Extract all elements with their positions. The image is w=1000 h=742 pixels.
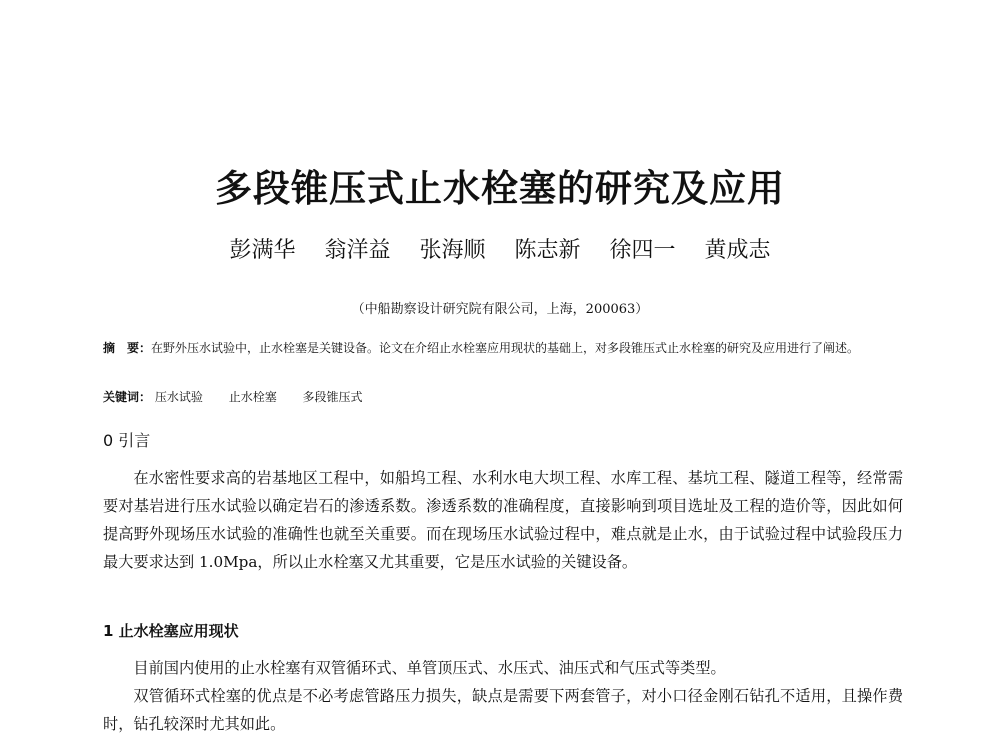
paragraph: 双管循环式栓塞的优点是不必考虑管路压力损失，缺点是需要下两套管子，对小口径金刚石钻孔不适用，且操作费时，钻孔较深时尤其如此。 [103, 687, 903, 733]
keyword: 压水试验 [154, 390, 203, 404]
paragraph: 在水密性要求高的岩基地区工程中，如船坞工程、水利水电大坝工程、水库工程、基坑工程、隧道工程等，经常需要对基岩进行压水试验以确定岩石的渗透系数。渗透系数的准确程度，直接影响到项目选址及工程的造价等，因此如何提高野外现场压水试验的准确性也就至关重要。而在现场压水试验过程中，难点就是止水，由于试验过程中试验段压力最大要求达到 1.0Mpa，所以止水栓塞又尤其重要，它是压水试验的关键设备。 [103, 469, 903, 571]
author-name: 陈志新 [514, 238, 581, 263]
abstract-label: 摘 要： [103, 341, 152, 355]
author-name: 黄成志 [704, 238, 771, 263]
author-list [0, 233, 1000, 264]
section-heading-status: 1 止水栓塞应用现状 [103, 622, 239, 640]
author-name: 彭满华 [229, 238, 296, 263]
paragraph: 目前国内使用的止水栓塞有双管循环式、单管顶压式、水压式、油压式和气压式等类型。 [133, 659, 726, 677]
section-heading-introduction: 0 引言 [103, 431, 151, 450]
keyword: 多段锥压式 [302, 390, 363, 404]
author-name: 翁洋益 [324, 238, 391, 263]
keyword: 止水栓塞 [228, 390, 277, 404]
paper-title: 多段锥压式止水栓塞的研究及应用 [215, 167, 785, 210]
abstract [103, 336, 903, 360]
affiliation: （中船勘察设计研究院有限公司，上海，200063） [351, 302, 649, 317]
abstract-text: 在野外压水试验中，止水栓塞是关键设备。论文在介绍止水栓塞应用现状的基础上，对多段锥压式止水栓塞的研究及应用进行了阐述。 [151, 341, 860, 355]
keywords-label: 关键词： [103, 390, 152, 404]
author-name: 徐四一 [609, 238, 676, 263]
author-name: 张海顺 [419, 238, 486, 263]
keywords [103, 388, 903, 405]
